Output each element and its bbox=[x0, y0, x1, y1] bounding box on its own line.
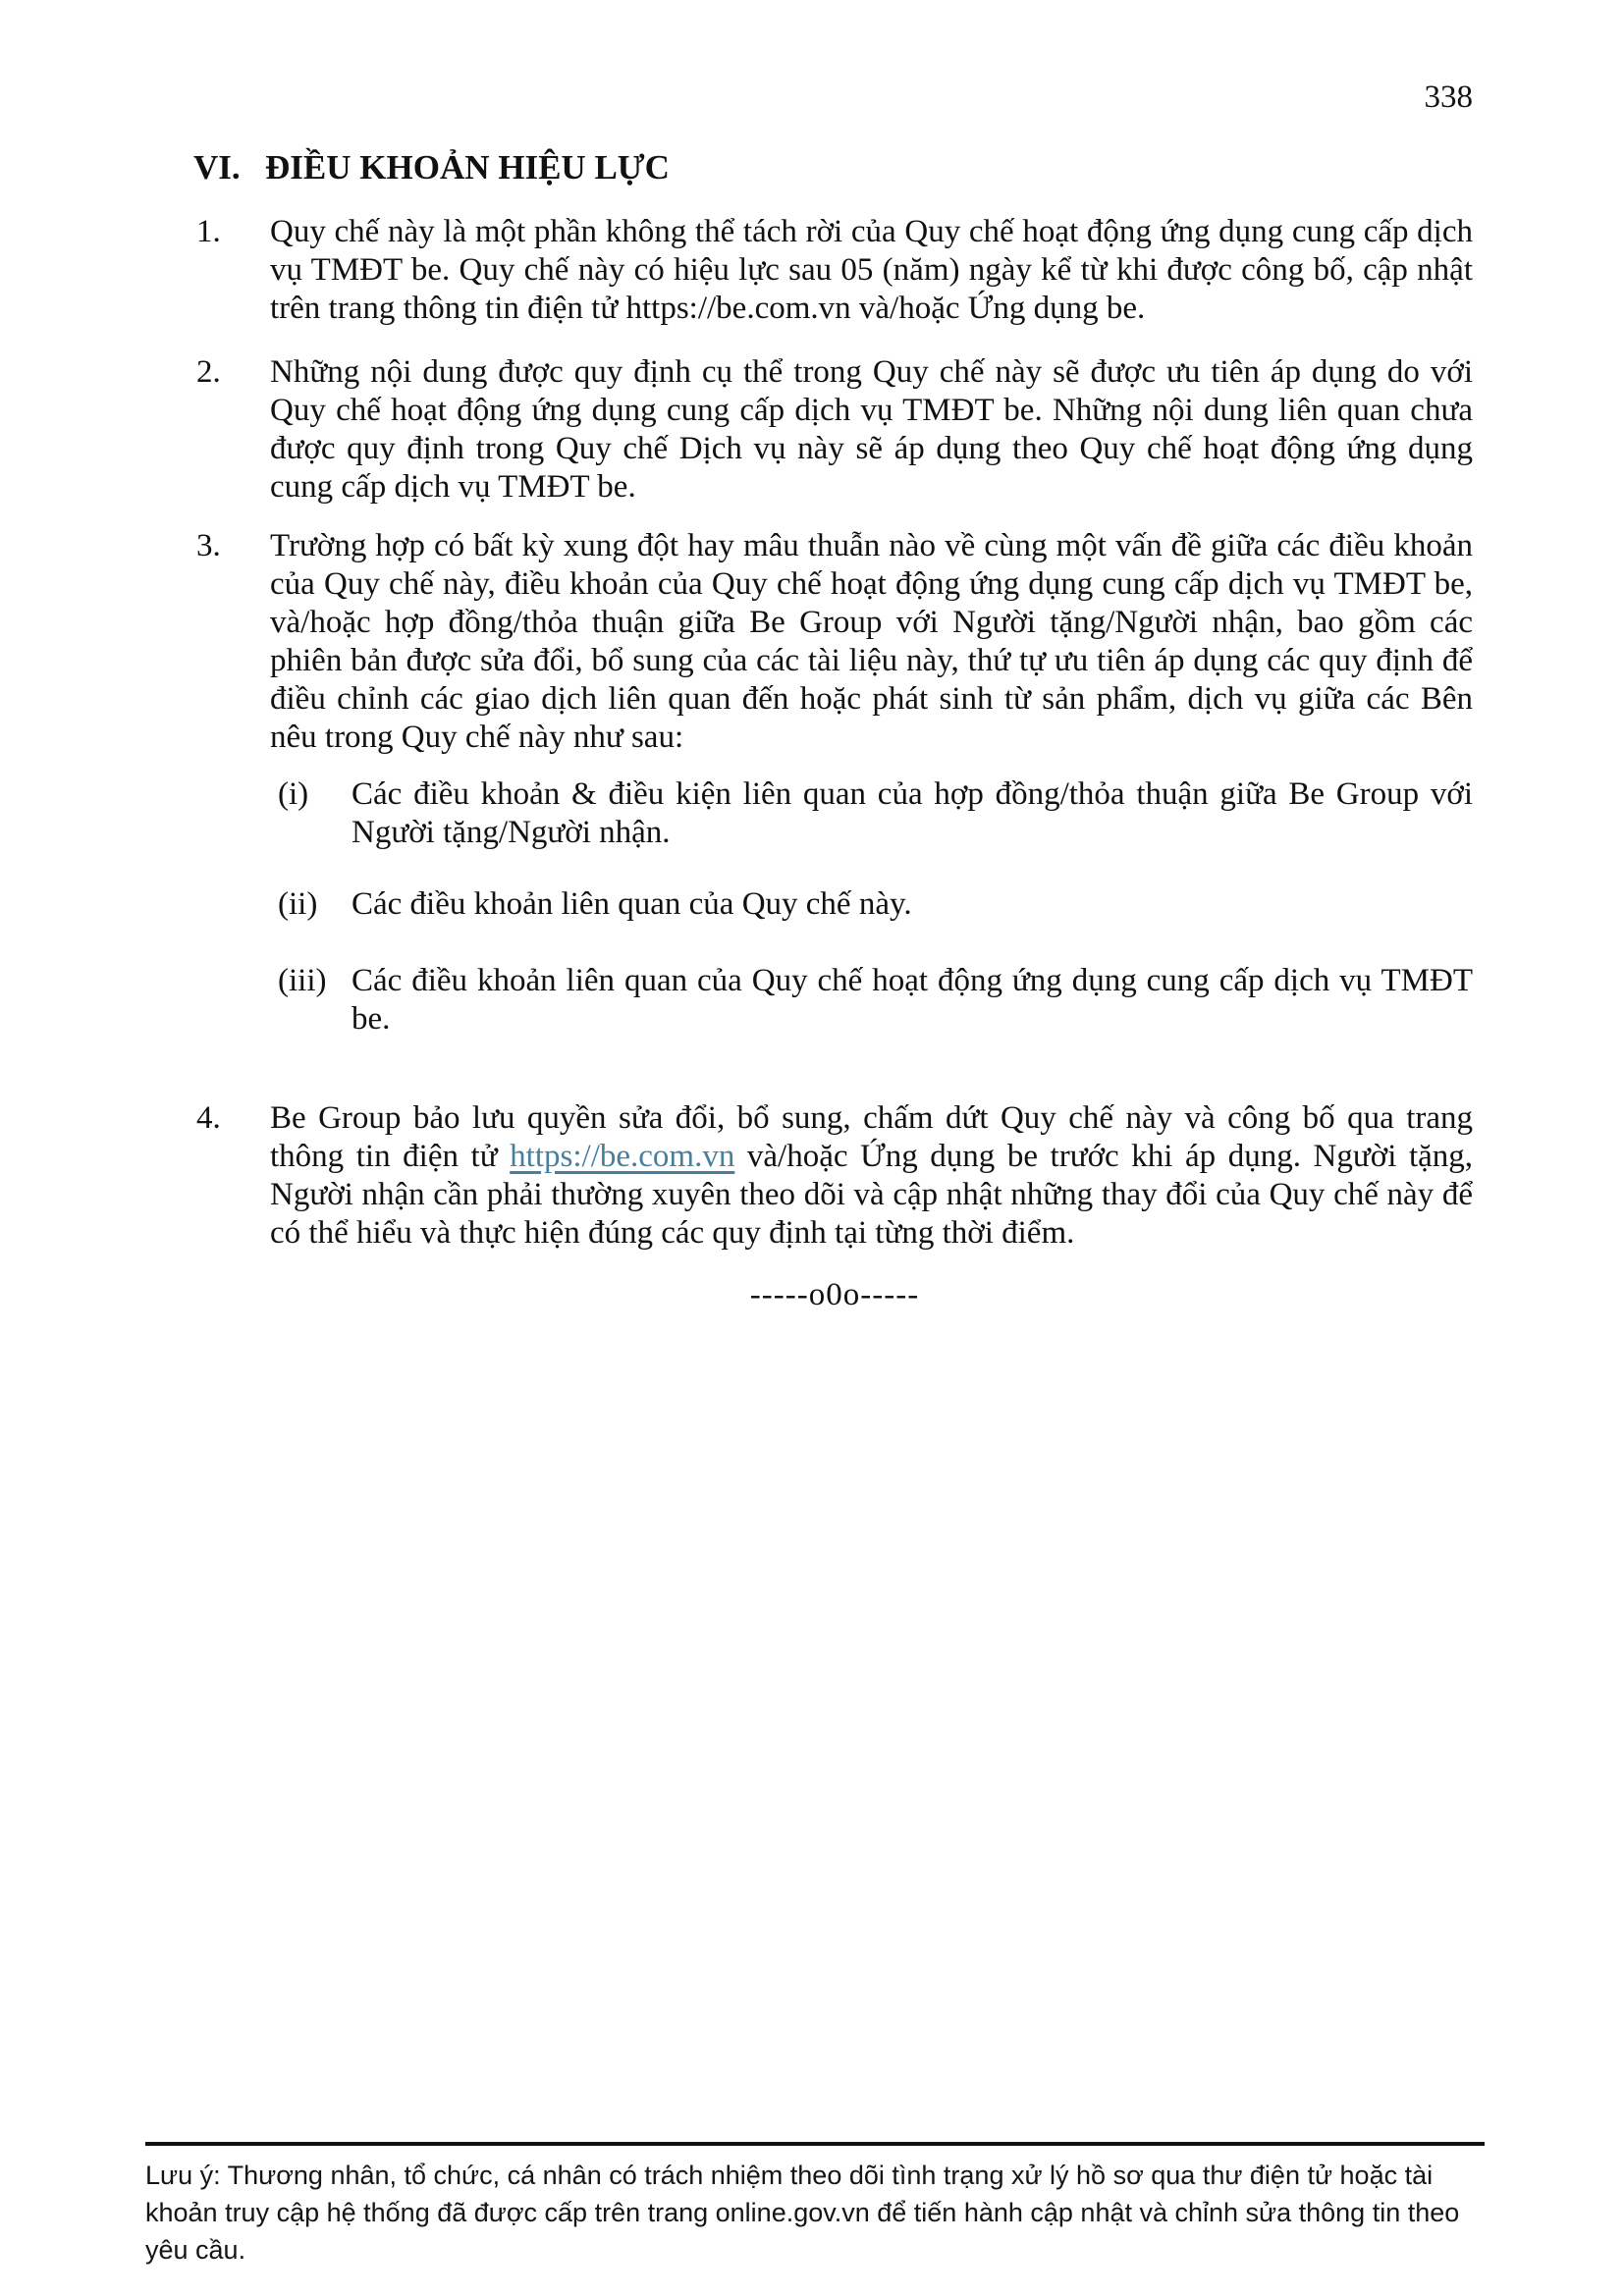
clause-4-text-before-link: Be Group bảo lưu quyền sửa đổi, bổ sung, chấm dứt Quy chế này và công bố qua trang thông tin điện tử bbox=[270, 1100, 1473, 1174]
footer-note: Lưu ý: Thương nhân, tổ chức, cá nhân có trách nhiệm theo dõi tình trạng xử lý hồ sơ qua thư điện tử hoặc tài khoản truy cập hệ thống đã được cấp trên trang online.gov.vn để tiến hành cập nhật và chỉnh sửa thông tin theo yêu cầu. bbox=[145, 2161, 1460, 2265]
section-heading bbox=[193, 147, 670, 188]
page-number: 338 bbox=[1424, 80, 1473, 115]
clause-1-number: 1. bbox=[196, 214, 221, 249]
clause-3 bbox=[196, 527, 1473, 757]
section-title: ĐIỀU KHOẢN HIỆU LỰC bbox=[265, 148, 670, 187]
subclause-ii-marker: (ii) bbox=[278, 886, 318, 922]
subclause-iii-marker: (iii) bbox=[278, 963, 327, 998]
page-footer bbox=[145, 2142, 1485, 2269]
clause-4-number: 4. bbox=[196, 1100, 221, 1136]
subclause-i-marker: (i) bbox=[278, 776, 309, 812]
subclause-iii-text: Các điều khoản liên quan của Quy chế hoạt động ứng dụng cung cấp dịch vụ TMĐT be. bbox=[352, 963, 1473, 1037]
section-body bbox=[196, 213, 1473, 1314]
section-numeral: VI. bbox=[193, 148, 241, 187]
clause-4 bbox=[196, 1099, 1473, 1253]
subclause-i bbox=[278, 775, 1473, 852]
subclause-ii-text: Các điều khoản liên quan của Quy chế này. bbox=[352, 886, 912, 922]
document-end-separator: -----o0o----- bbox=[749, 1277, 920, 1312]
clause-2 bbox=[196, 353, 1473, 507]
clause-1 bbox=[196, 213, 1473, 328]
clause-4-text-after-link: và/hoặc Ứng dụng be trước khi áp dụng. Người tặng, Người nhận cần phải thường xuyên theo dõi và cập nhật những thay đổi của Quy chế này để có thể hiểu và thực hiện đúng các quy định tại từng thời điểm. bbox=[270, 1139, 1474, 1251]
subclause-i-text: Các điều khoản & điều kiện liên quan của hợp đồng/thỏa thuận giữa Be Group với Người tặng/Người nhận. bbox=[352, 776, 1473, 850]
clause-3-number: 3. bbox=[196, 528, 221, 563]
be-website-link[interactable]: https://be.com.vn bbox=[510, 1139, 735, 1174]
clause-2-number: 2. bbox=[196, 354, 221, 390]
subclause-iii bbox=[278, 962, 1473, 1039]
clause-2-text: Những nội dung được quy định cụ thể trong Quy chế này sẽ được ưu tiên áp dụng do với Quy chế hoạt động ứng dụng cung cấp dịch vụ TMĐT be. Những nội dung liên quan chưa được quy định trong Quy chế Dịch vụ này sẽ áp dụng theo Quy chế hoạt động ứng dụng cung cấp dịch vụ TMĐT be. bbox=[270, 354, 1473, 505]
footer-divider bbox=[145, 2142, 1485, 2146]
subclause-ii bbox=[278, 885, 1473, 924]
clause-1-text: Quy chế này là một phần không thể tách rời của Quy chế hoạt động ứng dụng cung cấp dịch vụ TMĐT be. Quy chế này có hiệu lực sau 05 (năm) ngày kể từ khi được công bố, cập nhật trên trang thông tin điện tử https://be.com.vn và/hoặc Ứng dụng be. bbox=[270, 214, 1473, 326]
clause-3-text: Trường hợp có bất kỳ xung đột hay mâu thuẫn nào về cùng một vấn đề giữa các điều khoản của Quy chế này, điều khoản của Quy chế hoạt động ứng dụng cung cấp dịch vụ TMĐT be, và/hoặc hợp đồng/thỏa thuận giữa Be Group với Người tặng/Người nhận, bao gồm các phiên bản được sửa đổi, bổ sung của các tài liệu này, thứ tự ưu tiên áp dụng các quy định để điều chỉnh các giao dịch liên quan đến hoặc phát sinh từ sản phẩm, dịch vụ giữa các Bên nêu trong Quy chế này như sau: bbox=[270, 528, 1473, 755]
clause-4-text bbox=[270, 1099, 1473, 1253]
